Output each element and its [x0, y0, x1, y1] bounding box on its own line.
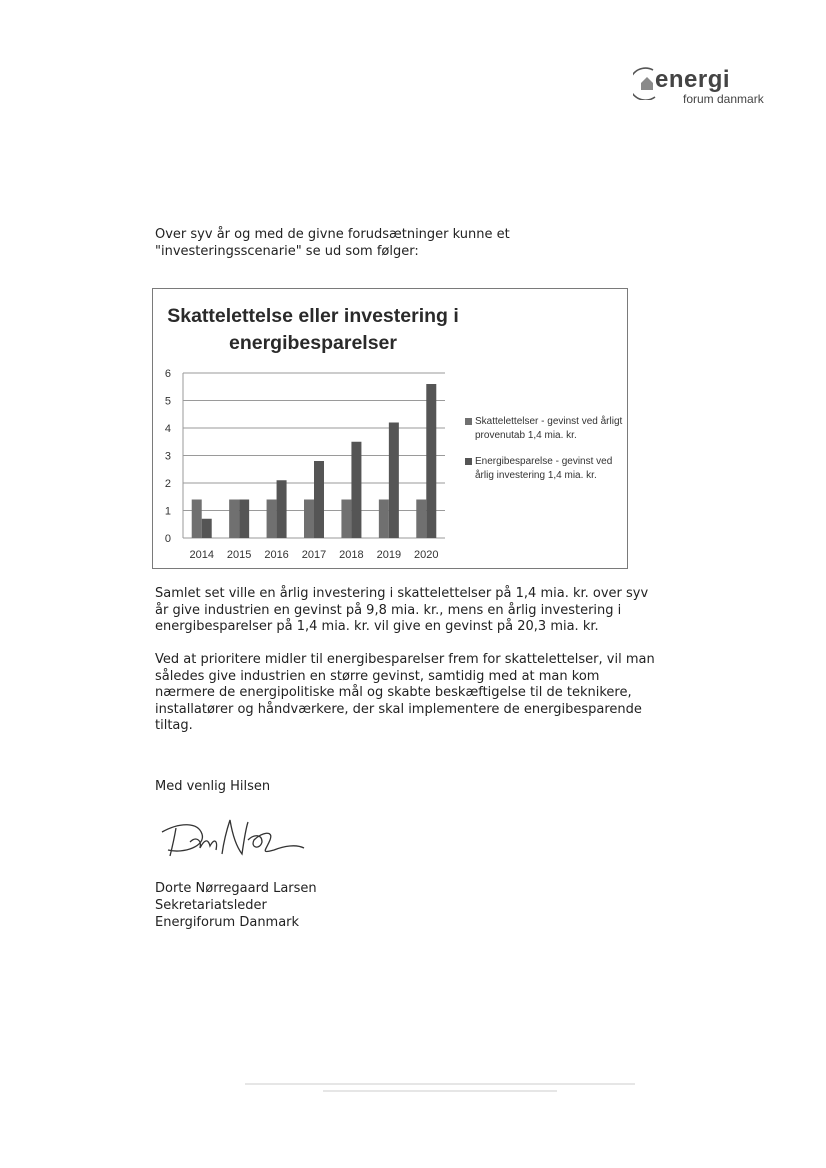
bar-skattelettelser-2018	[341, 500, 351, 539]
y-tick-label-5: 5	[164, 395, 171, 408]
x-tick-label-2020: 2020	[414, 549, 439, 561]
x-tick-label-2018: 2018	[339, 549, 364, 561]
y-tick-label-6: 6	[164, 368, 171, 380]
legend-item-energibesparelse	[465, 455, 625, 483]
bar-energibesparelse-2017	[314, 461, 324, 538]
bar-skattelettelser-2017	[304, 500, 314, 539]
bar-energibesparelse-2014	[202, 519, 212, 538]
y-tick-label-2: 2	[164, 478, 171, 490]
bar-energibesparelse-2019	[389, 423, 399, 539]
x-tick-label-2016: 2016	[264, 549, 289, 561]
legend-label-energibesparelse: Energibesparelse - gevinst ved årlig investering 1,4 mia. kr.	[475, 456, 613, 481]
signer-name: Dorte Nørregaard Larsen	[155, 881, 317, 896]
intro-paragraph: Over syv år og med de givne forudsætninger kunne et "investeringsscenarie" se ud som følger:	[155, 227, 510, 259]
faded-footer	[245, 1083, 635, 1103]
bar-skattelettelser-2014	[192, 500, 202, 539]
signature-block	[155, 880, 317, 931]
y-tick-label-0: 0	[164, 533, 171, 545]
x-tick-label-2014: 2014	[189, 549, 214, 561]
bar-energibesparelse-2016	[277, 480, 287, 538]
legend-swatch-energibesparelse	[465, 458, 472, 465]
footer-line-2	[323, 1090, 557, 1092]
bar-skattelettelser-2016	[267, 500, 277, 539]
handwritten-signature	[150, 810, 310, 876]
bar-energibesparelse-2015	[239, 500, 249, 539]
y-tick-label-3: 3	[164, 450, 171, 463]
priority-paragraph: Ved at prioritere midler til energibesparelser frem for skattelettelser, vil man således give industrien en større gevinst, samtidig med at man kom nærmere de energipolitiske mål og skabte beskæftigelse til de teknikere, installatører og håndværkere, der skal implementere de energibesparende tiltag.	[155, 652, 655, 733]
legend-swatch-skattelettelser	[465, 418, 472, 425]
x-tick-label-2019: 2019	[376, 549, 402, 561]
bar-skattelettelser-2020	[416, 500, 426, 539]
legend-item-skattelettelser	[465, 415, 625, 443]
footer-line-1	[245, 1083, 635, 1085]
bar-skattelettelser-2019	[379, 500, 389, 539]
logo-subtitle: forum danmark	[683, 92, 764, 106]
y-tick-label-1: 1	[164, 505, 171, 518]
bar-energibesparelse-2020	[426, 384, 436, 538]
signer-title: Sekretariatsleder	[155, 898, 267, 913]
summary-paragraph: Samlet set ville en årlig investering i skattelettelser på 1,4 mia. kr. over syv år give industrien en gevinst på 9,8 mia. kr., mens en årlig investering i energibesparelser på 1,4 mia. kr. vil give en gevinst på 20,3 mia. kr.	[155, 586, 649, 634]
bar-energibesparelse-2018	[351, 442, 361, 538]
x-tick-label-2017: 2017	[301, 549, 327, 561]
y-tick-label-4: 4	[164, 423, 171, 435]
bar-skattelettelser-2015	[229, 500, 239, 539]
chart-legend	[465, 415, 625, 495]
logo-word: energi	[655, 66, 731, 93]
x-tick-label-2015: 2015	[226, 549, 252, 561]
chart-title-line-2: energibesparelser	[228, 332, 397, 354]
signer-organization: Energiforum Danmark	[155, 915, 300, 930]
chart-container	[152, 288, 628, 569]
closing-greeting: Med venlig Hilsen	[155, 779, 271, 794]
energiforum-logo	[633, 66, 783, 110]
legend-label-skattelettelser: Skattelettelser - gevinst ved årligt provenutab 1,4 mia. kr.	[475, 416, 623, 441]
chart-title-line-1: Skattelettelse eller investering i	[167, 305, 459, 327]
